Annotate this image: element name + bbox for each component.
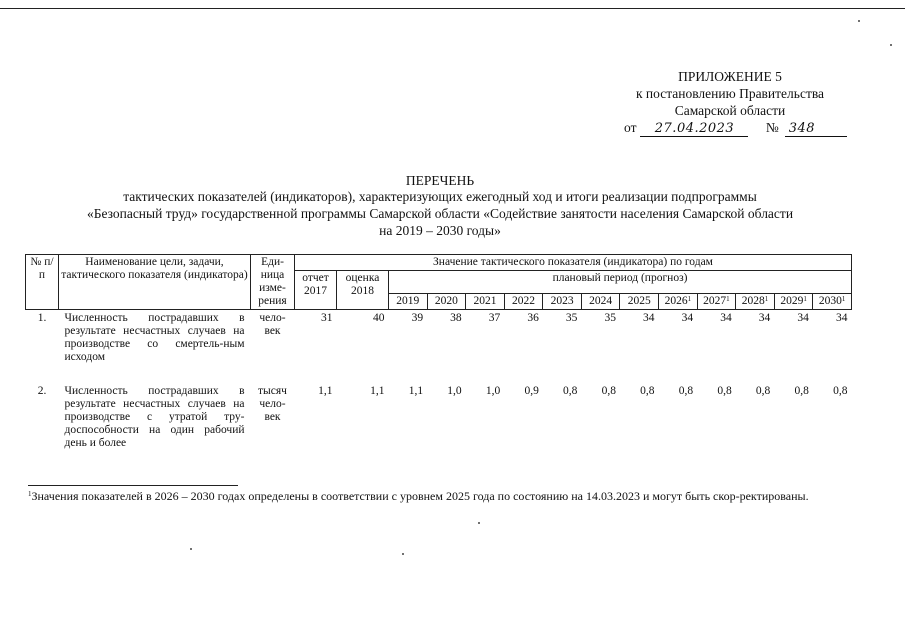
footnote-ref: 1 [726,295,730,303]
header-year [504,294,543,310]
row-value: 34 [681,312,694,324]
row-value: 34 [758,312,771,324]
handwritten-date: 27.04.2023 [640,121,748,137]
row-value: 34 [836,312,848,324]
appendix-block [610,68,850,119]
row-unit: чело-век [259,312,286,337]
header-plan: плановый период (прогноз) [389,271,852,294]
table-body [26,310,852,457]
row-value: 0,8 [833,385,848,397]
table-row [26,379,852,456]
table-row [26,310,852,380]
scan-speck [190,548,192,550]
header-year [813,294,852,310]
subtitle-line-2: «Безопасный труд» государственной программы Самарской области «Содействие занятости населения Самарской области [86,206,794,221]
header-year-label: 2020 [434,295,458,307]
indicators-table [25,254,852,456]
header-estimate-label: оценка [345,272,380,284]
header-year [581,294,620,310]
header-year-label: 2026 [664,295,688,307]
row-name: Численность пострадавших в результате несчастных случаев на производстве со смертель-ным исходом [64,312,245,363]
row-value: 0,8 [563,385,578,397]
footnote [28,489,854,504]
header-year [697,294,736,310]
footnote-ref: 1 [841,295,846,303]
row-value: 39 [411,312,424,324]
number-prefix: № [765,120,779,135]
row-value: 0,8 [755,385,771,397]
appendix-date-line [624,120,847,137]
row-number: 2. [37,385,47,397]
appendix-region: Самарской области [674,103,786,118]
header-year-label: 2024 [589,295,613,307]
header-year-label: 2021 [473,295,497,307]
header-year [427,294,466,310]
header-year [389,294,428,310]
header-year-label: 2027 [703,295,727,307]
scan-speck [478,522,480,524]
header-estimate-year: 2018 [351,285,374,297]
document-subtitle [30,188,850,239]
appendix-title: ПРИЛОЖЕНИЕ 5 [678,69,782,84]
footnote-marker: 1 [28,490,32,498]
date-prefix: от [624,120,637,135]
row-value: 38 [450,312,462,324]
row-value: 1,0 [447,385,462,397]
header-year [736,294,775,310]
footnote-separator [28,485,238,486]
row-value: 0,8 [794,385,809,397]
header-year-label: 2025 [627,295,651,307]
header-year [543,294,582,310]
row-unit: тысяч чело-век [258,385,287,423]
row-value: 40 [373,312,385,324]
subtitle-line-1: тактических показателей (индикаторов), характеризующих ежегодный ход и итоги реализации подпрограммы [123,189,757,204]
appendix-decree: к постановлению Правительства [635,86,825,101]
row-value: 0,8 [678,385,694,397]
row-value: 1,1 [408,385,424,397]
header-report-year: 2017 [304,285,327,297]
footnote-ref: 1 [764,295,769,303]
row-value: 35 [565,312,578,324]
footnote-text: Значения показателей в 2026 – 2030 годах определены в соответствии с уровнем 2025 года по состоянию на 14.03.2023 и могут быть скор-ректированы. [31,489,809,503]
row-value: 31 [321,312,333,324]
header-year [466,294,505,310]
footnote-ref: 1 [687,295,692,303]
row-value: 1,1 [370,385,385,397]
header-year [659,294,698,310]
header-year [774,294,813,310]
header-year-label: 2029 [780,295,804,307]
document-title: ПЕРЕЧЕНЬ [405,173,475,188]
handwritten-number: 348 [785,121,847,137]
row-value: 0,9 [524,385,539,397]
row-value: 0,8 [717,385,732,397]
scan-top-edge [0,8,905,9]
footnote-ref: 1 [803,295,807,303]
header-unit: Еди-ница изме-рения [251,255,295,310]
scan-speck [858,20,860,22]
header-year-label: 2019 [396,295,420,307]
header-year-label: 2030 [818,295,842,307]
row-value: 0,8 [640,385,655,397]
row-number: 1. [37,312,47,324]
header-name: Наименование цели, задачи, тактического показателя (индикатора) [59,255,251,310]
header-estimate [337,271,389,310]
scan-speck [402,553,404,555]
row-value: 1,0 [485,385,501,397]
row-value: 1,1 [318,385,333,397]
row-value: 34 [720,312,732,324]
row-value: 37 [488,312,501,324]
header-year-label: 2028 [741,295,765,307]
subtitle-line-3: на 2019 – 2030 годы» [379,223,501,238]
row-name: Численность пострадавших в результате несчастных случаев на производстве с утратой тру-доспособности на один рабочий день и более [64,385,245,449]
header-report [295,271,337,310]
header-year-label: 2023 [550,295,574,307]
row-value: 34 [643,312,655,324]
header-values: Значение тактического показателя (индикатора) по годам [295,255,852,271]
row-value: 0,8 [601,385,616,397]
header-report-label: отчет [302,272,329,284]
scan-speck [890,44,892,46]
row-value: 35 [604,312,616,324]
header-year-label: 2022 [512,295,536,307]
row-value: 36 [527,312,539,324]
header-number: № п/п [26,255,59,310]
header-year [620,294,659,310]
row-value: 34 [797,312,809,324]
